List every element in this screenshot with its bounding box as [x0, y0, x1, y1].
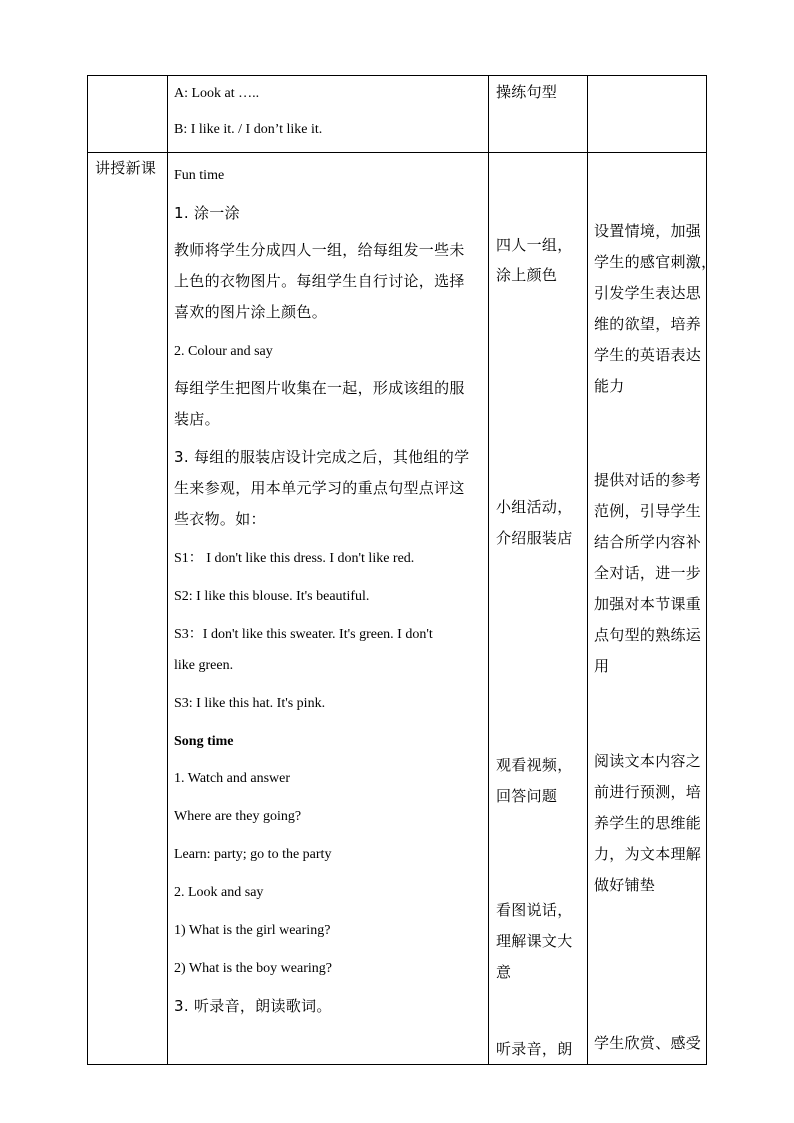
content-line: S1： I don't like this dress. I don't like red. — [174, 551, 415, 566]
purpose-line: 学生欣赏、感受 — [594, 1034, 702, 1052]
purpose-line: 全对话，进一步 — [594, 564, 702, 582]
content-line: 2) What is the boy wearing? — [174, 961, 332, 976]
purpose-line: 前进行预测，培 — [594, 783, 702, 801]
content-line: S3: I like this hat. It's pink. — [174, 696, 326, 711]
purpose-line: 学生的感官刺激， — [594, 253, 717, 271]
content-line: 1. Watch and answer — [174, 771, 291, 786]
activity-line: 回答问题 — [496, 787, 558, 805]
activity-line: 理解课文大 — [496, 932, 573, 950]
purpose-line: 用 — [594, 657, 610, 675]
column-divider-1 — [167, 75, 168, 1065]
activity-line: 介绍服装店 — [496, 529, 573, 547]
purpose-line: 做好铺垫 — [594, 876, 656, 894]
content-line: 1) What is the girl wearing? — [174, 923, 331, 938]
content-line: 教师将学生分成四人一组，给每组发一些未 — [174, 241, 465, 259]
content-line: Fun time — [174, 168, 225, 183]
content-line: 每组学生把图片收集在一起，形成该组的服 — [174, 379, 465, 397]
activity-line: 小组活动， — [496, 498, 573, 516]
table-top-border — [87, 75, 707, 76]
content-line: 喜欢的图片涂上颜色。 — [174, 303, 328, 321]
content-line: like green. — [174, 658, 234, 673]
content-line: Where are they going? — [174, 809, 302, 824]
content-line: 2. Colour and say — [174, 344, 273, 359]
purpose-line: 点句型的熟练运 — [594, 626, 702, 644]
purpose-line: 力，为文本理解 — [594, 845, 702, 863]
purpose-line: 学生的英语表达 — [594, 346, 702, 364]
purpose-line: 设置情境，加强 — [594, 222, 702, 240]
content-line: S3：I don't like this sweater. It's green. I don't — [174, 627, 433, 642]
content-line: 2. Look and say — [174, 885, 264, 900]
section-label: 讲授新课 — [95, 159, 157, 177]
table-bottom-border — [87, 1064, 707, 1065]
content-line: 3. 听录音，朗读歌词。 — [174, 997, 332, 1015]
purpose-line: 能力 — [594, 377, 625, 395]
content-line: Song time — [174, 734, 234, 749]
activity-line: 观看视频， — [496, 756, 573, 774]
activity-line: 意 — [496, 963, 512, 981]
row-divider — [87, 152, 707, 153]
column-divider-2 — [488, 75, 489, 1065]
content-line: 上色的衣物图片。每组学生自行讨论，选择 — [174, 272, 465, 290]
content-line: Learn: party; go to the party — [174, 847, 332, 862]
header-content-line: A: Look at ….. — [174, 86, 260, 101]
purpose-line: 阅读文本内容之 — [594, 752, 702, 770]
content-line: 些衣物。如： — [174, 510, 266, 528]
header-activity: 操练句型 — [496, 83, 558, 101]
purpose-line: 结合所学内容补 — [594, 533, 702, 551]
purpose-line: 提供对话的参考 — [594, 471, 702, 489]
activity-line: 四人一组， — [496, 236, 573, 254]
table-right-border — [706, 75, 707, 1065]
activity-line: 看图说话， — [496, 901, 573, 919]
purpose-line: 维的欲望，培养 — [594, 315, 702, 333]
table-left-border — [87, 75, 88, 1065]
content-line: S2: I like this blouse. It's beautiful. — [174, 589, 370, 604]
purpose-line: 养学生的思维能 — [594, 814, 702, 832]
content-line: 1. 涂一涂 — [174, 204, 240, 222]
purpose-line: 引发学生表达思 — [594, 284, 702, 302]
content-line: 生来参观，用本单元学习的重点句型点评这 — [174, 479, 465, 497]
activity-line: 听录音，朗 — [496, 1040, 573, 1058]
content-line: 3. 每组的服装店设计完成之后，其他组的学 — [174, 448, 470, 466]
content-line: 装店。 — [174, 410, 220, 428]
column-divider-3 — [587, 75, 588, 1065]
purpose-line: 加强对本节课重 — [594, 595, 702, 613]
purpose-line: 范例，引导学生 — [594, 502, 702, 520]
activity-line: 涂上颜色 — [496, 266, 558, 284]
header-content-line: B: I like it. / I don’t like it. — [174, 122, 323, 137]
